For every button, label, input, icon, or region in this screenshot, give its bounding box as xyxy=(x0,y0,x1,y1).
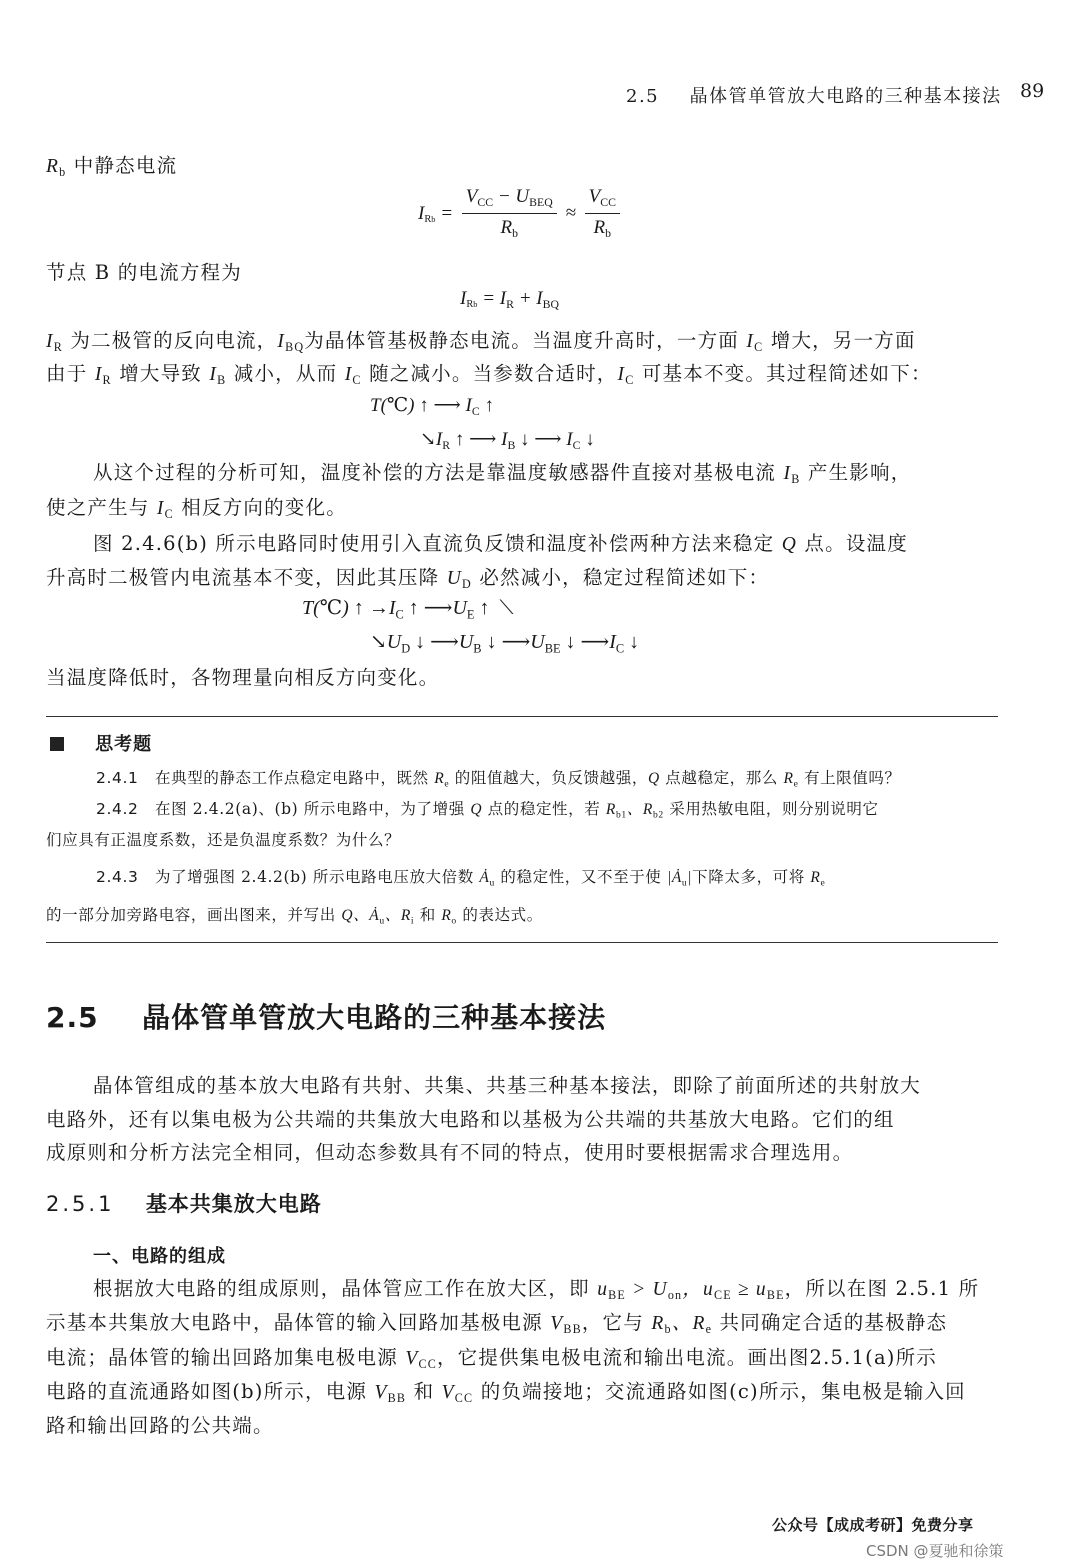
questions-bottom-rule xyxy=(46,942,998,943)
para1-l2-c: 减小，从而 xyxy=(233,362,338,385)
q1-d: 有上限值吗？ xyxy=(803,769,901,787)
csdn-watermark: CSDN @夏驰和徐策 xyxy=(866,1542,1004,1560)
sub-l1-a: 根据放大电路的组成原则，晶体管应工作在放大区，即 xyxy=(93,1277,590,1300)
para1-l1-c: 增大，另一方面 xyxy=(770,329,916,352)
q1-c: 点越稳定，那么 xyxy=(665,769,778,787)
sub-para-line4: 电路的直流通路如图(b)所示，电源 $V_{BB}$ 和 $V_{CC}$ 的负端接地；交流通路如图(c)所示，集电极是输入回 xyxy=(46,1380,966,1406)
q3-l2-c: 的表达式。 xyxy=(462,906,543,924)
q1-a: 在典型的静态工作点稳定电路中，既然 xyxy=(155,769,429,787)
para1-l2-b: 增大导致 xyxy=(119,362,202,385)
para3-l1-a: 图 2.4.6(b) 所示电路同时使用引入直流负反馈和温度补偿两种方法来稳定 xyxy=(93,532,775,555)
q2-c: 采用热敏电阻，则分别说明它 xyxy=(669,800,879,818)
para1-l2-a: 由于 xyxy=(46,362,88,385)
subsection-heading xyxy=(46,1188,322,1218)
para2-line1: 从这个过程的分析可知，温度补偿的方法是靠温度敏感器件直接对基极电流 $I_B$ 产生影响， xyxy=(93,461,912,487)
sub-l1-b: ，所以在图 2.5.1 所 xyxy=(784,1277,980,1300)
running-header xyxy=(626,82,1002,108)
share-footer: 公众号【成成考研】免费分享 xyxy=(772,1516,974,1534)
section-number: 2.5 xyxy=(46,1001,99,1034)
para1-l1-a: 为二极管的反向电流， xyxy=(70,329,278,352)
equation-node-b: IRb = $I_R + I_{BQ}$ xyxy=(460,288,559,312)
para2-l2-b: 相反方向的变化。 xyxy=(181,496,347,519)
subsection-number: 2.5.1 xyxy=(46,1192,115,1216)
para3-l1-b: 点。设温度 xyxy=(804,532,908,555)
para2-line2: 使之产生与 $I_C$ 相反方向的变化。 xyxy=(46,496,347,522)
rb-current-line xyxy=(46,150,177,180)
section-para-line2: 电路外，还有以集电极为公共端的共集放大电路和以基极为公共端的共基放大电路。它们的组 xyxy=(46,1108,895,1131)
subsection-title: 基本共集放大电路 xyxy=(145,1192,322,1216)
q3-l2-a: 的一部分加旁路电容，画出图来，并写出 xyxy=(46,906,336,924)
q3-c: 下降太多，可将 xyxy=(692,868,805,886)
section-para-line1: 晶体管组成的基本放大电路有共射、共集、共基三种基本接法，即除了前面所述的共射放大 xyxy=(93,1074,922,1097)
q3-l2-b: 和 xyxy=(419,906,436,924)
questions-top-rule xyxy=(46,716,998,717)
sub-para-line2: 示基本共集放大电路中，晶体管的输入回路加基极电源 $V_{BB}$，它与 $R_b$、$R_e$ 共同确定合适的基极静态 xyxy=(46,1311,948,1337)
question-2-line1: 2.4.2 在图 2.4.2(a)、(b) 所示电路中，为了增强 Q 点的稳定性，若 $R_{b1}$、$R_{b2}$ 采用热敏电阻，则分别说明它 xyxy=(96,800,879,821)
header-section-number: 2.5 xyxy=(626,86,660,107)
question-3-line2: 的一部分加旁路电容，画出图来，并写出 Q、$Ȧ_u$、$R_i$ 和 $R_o$ 的表达式。 xyxy=(46,906,543,927)
sub-l4-c: 的负端接地；交流通路如图(c)所示，集电极是输入回 xyxy=(480,1380,966,1403)
para2-l1: 从这个过程的分析可知，温度补偿的方法是靠温度敏感器件直接对基极电流 xyxy=(93,461,777,484)
fraction-full: $\frac{V_{CC} - U_{BEQ}}{R_b}$ xyxy=(462,186,557,241)
fraction-approx: $\frac{V_{CC}}{R_b}$ xyxy=(585,186,620,241)
q2-number: 2.4.2 xyxy=(96,800,139,818)
para1-line2: 由于 $I_R$ 增大导致 $I_B$ 减小，从而 $I_C$ 随之减小。当参数合适时，$I_C$ 可基本不变。其过程简述如下： xyxy=(46,362,932,388)
header-running-title: 晶体管单管放大电路的三种基本接法 xyxy=(689,86,1002,107)
q3-b: 的稳定性，又不至于使 xyxy=(500,868,662,886)
para1-l1-b: 为晶体管基极静态电流。当温度升高时，一方面 xyxy=(304,329,739,352)
questions-heading-text: 思考题 xyxy=(95,734,153,755)
sub-l3-b: ，它提供集电极电流和输出电流。画出图2.5.1(a)所示 xyxy=(436,1346,938,1369)
sub-l2-b: ，它与 xyxy=(581,1311,644,1334)
symbol-rb: $R_b$ xyxy=(46,156,67,180)
para4: 当温度降低时，各物理量向相反方向变化。 xyxy=(46,666,440,689)
para3-line1: 图 2.4.6(b) 所示电路同时使用引入直流负反馈和温度补偿两种方法来稳定 Q 点。设温度 xyxy=(93,532,908,555)
q3-a: 为了增强图 2.4.2(b) 所示电路电压放大倍数 xyxy=(155,868,474,886)
para1-l2-d: 随之减小。当参数合适时， xyxy=(369,362,618,385)
square-bullet-icon xyxy=(50,737,64,751)
section-title: 晶体管单管放大电路的三种基本接法 xyxy=(142,1001,607,1034)
q2-a: 在图 2.4.2(a)、(b) 所示电路中，为了增强 xyxy=(155,800,465,818)
sub-para-line5: 路和输出回路的公共端。 xyxy=(46,1414,274,1437)
equation-irb-fraction: IRb = $\frac{V_{CC} - U_{BEQ}}{R_b}$ ≈ $\frac{V_{CC}}{R_b}$ xyxy=(418,186,624,241)
sub-para-line3: 电流；晶体管的输出回路加集电极电源 $V_{CC}$，它提供集电极电流和输出电流。画出图2.5.1(a)所示 xyxy=(46,1346,938,1372)
page-number: 89 xyxy=(1020,80,1045,102)
node-b-label: 节点 B 的电流方程为 xyxy=(46,261,242,284)
sub-l2-c: 共同确定合适的基极静态 xyxy=(719,1311,948,1334)
para3-l2-a: 升高时二极管内电流基本不变，因此其压降 xyxy=(46,566,440,589)
sub-l3-a: 电流；晶体管的输出回路加集电极电源 xyxy=(46,1346,398,1369)
q1-b: 的阻值越大，负反馈越强， xyxy=(454,769,648,787)
para2-l1-end: 产生影响， xyxy=(807,461,912,484)
para1-line1: $I_R$ 为二极管的反向电流，$I_{BQ}$为晶体管基极静态电流。当温度升高时，一方面 $I_C$ 增大，另一方面 xyxy=(46,329,916,355)
q1-number: 2.4.1 xyxy=(96,769,139,787)
para3-line2: 升高时二极管内电流基本不变，因此其压降 $U_D$ 必然减小，稳定过程简述如下： xyxy=(46,566,770,592)
para3-l2-b: 必然减小，稳定过程简述如下： xyxy=(479,566,770,589)
question-3-line1: 2.4.3 为了增强图 2.4.2(b) 所示电路电压放大倍数 $Ȧ_u$ 的稳定性，又不至于使 $|Ȧ_u|$下降太多，可将 $R_e$ xyxy=(96,868,826,889)
section-heading xyxy=(46,996,606,1036)
process-diagram-2: T(℃) ↑ $\to I_C$ ↑ $⟶U_E$ ↑ ⟍ $↘U_D$ ↓ $⟶U_B$ ↓ $⟶U_{BE}$ ↓ $⟶I_C$ ↓ xyxy=(302,597,640,656)
rb-current-label: 中静态电流 xyxy=(73,154,178,177)
question-1: 2.4.1 在典型的静态工作点稳定电路中，既然 $R_e$ 的阻值越大，负反馈越强，Q 点越稳定，那么 $R_e$ 有上限值吗？ xyxy=(96,769,901,790)
questions-heading xyxy=(50,730,152,756)
question-2-line2: 们应具有正温度系数，还是负温度系数？为什么？ xyxy=(46,831,401,849)
sub-para-line1: 根据放大电路的组成原则，晶体管应工作在放大区，即 $u_{BE} > U_{on}$，$u_{CE} \ge u_{BE}$，所以在图 2.5.1 所 xyxy=(93,1277,980,1303)
sub-l4-b: 和 xyxy=(413,1380,435,1403)
para1-l2-e: 可基本不变。其过程简述如下： xyxy=(641,362,932,385)
q3-number: 2.4.3 xyxy=(96,868,139,886)
para2-l2-a: 使之产生与 xyxy=(46,496,150,519)
sub-l2-a: 示基本共集放大电路中，晶体管的输入回路加基极电源 xyxy=(46,1311,543,1334)
section-para-line3: 成原则和分析方法完全相同，但动态参数具有不同的特点，使用时要根据需求合理选用。 xyxy=(46,1141,854,1164)
q2-b: 点的稳定性，若 xyxy=(487,800,601,818)
sub-sub-heading: 一、电路的组成 xyxy=(93,1246,226,1267)
process-diagram-1: T(℃) ↑ ⟶ $I_C$ ↑ $↘I_R$ ↑ ⟶ $I_B$ ↓ ⟶ $I_C$ ↓ xyxy=(370,395,595,453)
sub-l4-a: 电路的直流通路如图(b)所示，电源 xyxy=(46,1380,368,1403)
